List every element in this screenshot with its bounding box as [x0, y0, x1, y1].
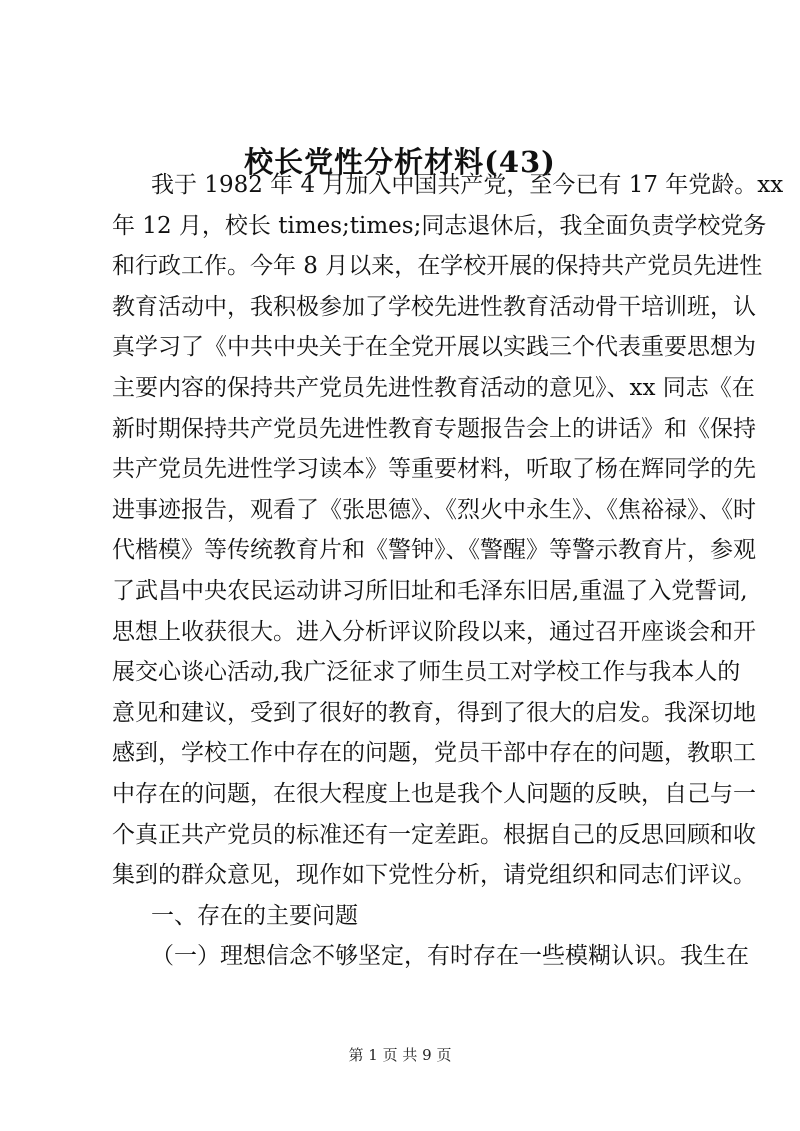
body-line: 展交心谈心活动,我广泛征求了师生员工对学校工作与我本人的	[112, 659, 741, 686]
body-line: 集到的群众意见，现作如下党性分析，请党组织和同志们评议。	[112, 862, 756, 889]
body-line: 个真正共产党员的标准还有一定差距。根据自己的反思回顾和收	[112, 821, 756, 848]
body-line: 共产党员先进性学习读本》等重要材料，听取了杨在辉同学的先	[112, 456, 756, 483]
body-line: 和行政工作。今年 8 月以来，在学校开展的保持共产党员先进性	[112, 253, 763, 280]
body-line: 新时期保持共产党员先进性教育专题报告会上的讲话》和《保持	[112, 415, 756, 442]
body-line: 真学习了《中共中央关于在全党开展以实践三个代表重要思想为	[112, 334, 756, 361]
body-line: 代楷模》等传统教育片和《警钟》、《警醒》等警示教育片，参观	[112, 537, 756, 564]
body-line: 教育活动中，我积极参加了学校先进性教育活动骨干培训班，认	[112, 293, 756, 320]
body-line: 了武昌中央农民运动讲习所旧址和毛泽东旧居,重温了入党誓词,	[112, 577, 748, 604]
body-line: 年 12 月，校长 times;times;同志退休后，我全面负责学校党务	[112, 212, 767, 239]
body-line: 思想上收获很大。进入分析评议阶段以来，通过召开座谈会和开	[112, 618, 756, 645]
section-heading: 一、存在的主要问题	[151, 902, 358, 929]
body-line: 我于 1982 年 4 月加入中国共产党，至今已有 17 年党龄。xx	[151, 172, 784, 198]
page-number: 第 1 页 共 9 页	[348, 1046, 452, 1064]
body-line: 感到，学校工作中存在的问题，党员干部中存在的问题，教职工	[112, 740, 756, 767]
document-title: 校长党性分析材料(43)	[244, 145, 556, 179]
body-line: （一）理想信念不够坚定，有时存在一些模糊认识。我生在	[151, 943, 749, 970]
body-line: 意见和建议，受到了很好的教育，得到了很大的启发。我深切地	[112, 699, 756, 726]
body-line: 中存在的问题，在很大程度上也是我个人问题的反映，自己与一	[112, 780, 756, 807]
body-line: 进事迹报告，观看了《张思德》、《烈火中永生》、《焦裕禄》、《时	[112, 496, 756, 523]
body-line: 主要内容的保持共产党员先进性教育活动的意见》、xx 同志《在	[112, 374, 755, 401]
document-body	[112, 165, 784, 977]
